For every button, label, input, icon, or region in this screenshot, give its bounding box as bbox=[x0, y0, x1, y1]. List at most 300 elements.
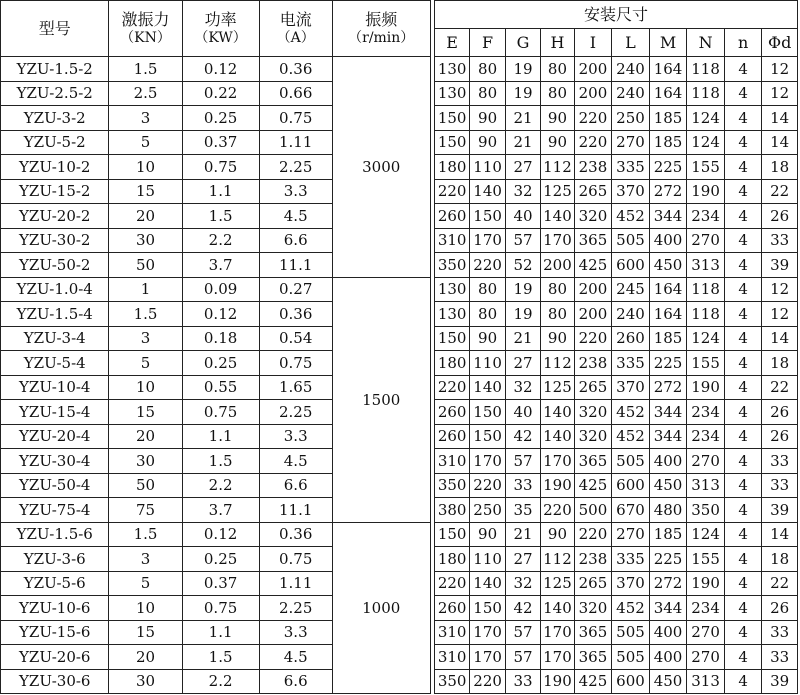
dimension-cell: 220 bbox=[434, 571, 469, 596]
dimension-cell: 4 bbox=[724, 155, 762, 180]
dimension-cell: 90 bbox=[541, 130, 574, 155]
dimension-cell: 40 bbox=[505, 400, 540, 425]
value-cell: 0.12 bbox=[182, 522, 259, 547]
dimension-cell: 4 bbox=[724, 106, 762, 131]
dimension-cell: 400 bbox=[649, 228, 687, 253]
model-cell: YZU-1.5-2 bbox=[1, 57, 109, 82]
dimension-cell: 19 bbox=[505, 277, 540, 302]
dimension-cell: 480 bbox=[649, 498, 687, 523]
dimension-cell: 245 bbox=[612, 277, 650, 302]
model-cell: YZU-50-2 bbox=[1, 253, 109, 278]
dimension-cell: 26 bbox=[762, 424, 798, 449]
dimension-cell: 12 bbox=[762, 302, 798, 327]
value-cell: 6.6 bbox=[259, 228, 332, 253]
dimension-cell: 42 bbox=[505, 424, 540, 449]
dimension-cell: 365 bbox=[574, 645, 612, 670]
value-cell: 0.75 bbox=[182, 155, 259, 180]
value-cell: 0.09 bbox=[182, 277, 259, 302]
dimension-cell: 33 bbox=[762, 620, 798, 645]
dimension-cell: 320 bbox=[574, 204, 612, 229]
dimension-cell: 12 bbox=[762, 57, 798, 82]
dimension-cell: 80 bbox=[541, 57, 574, 82]
model-cell: YZU-15-4 bbox=[1, 400, 109, 425]
value-cell: 2.25 bbox=[259, 400, 332, 425]
value-cell: 0.12 bbox=[182, 302, 259, 327]
dimension-cell: 164 bbox=[649, 302, 687, 327]
dimension-cell: 124 bbox=[687, 130, 725, 155]
dimension-cell: 370 bbox=[612, 179, 650, 204]
value-cell: 2.2 bbox=[182, 669, 259, 694]
dimension-cell: 155 bbox=[687, 547, 725, 572]
dimension-cell: 140 bbox=[470, 179, 505, 204]
value-cell: 1 bbox=[109, 277, 182, 302]
dimension-cell: 170 bbox=[541, 228, 574, 253]
dimension-cell: 14 bbox=[762, 106, 798, 131]
value-cell: 1.5 bbox=[182, 645, 259, 670]
value-cell: 0.36 bbox=[259, 522, 332, 547]
value-cell: 20 bbox=[109, 645, 182, 670]
dimension-cell: 225 bbox=[649, 351, 687, 376]
model-cell: YZU-5-2 bbox=[1, 130, 109, 155]
value-cell: 20 bbox=[109, 204, 182, 229]
dimension-cell: 272 bbox=[649, 571, 687, 596]
dimension-cell: 21 bbox=[505, 326, 540, 351]
dimension-cell: 350 bbox=[687, 498, 725, 523]
dimension-cell: 600 bbox=[612, 473, 650, 498]
dimension-cell: 170 bbox=[541, 620, 574, 645]
dimension-cell: 125 bbox=[541, 375, 574, 400]
value-cell: 6.6 bbox=[259, 669, 332, 694]
dimension-cell: 27 bbox=[505, 547, 540, 572]
value-cell: 30 bbox=[109, 669, 182, 694]
dimension-cell: 12 bbox=[762, 81, 798, 106]
dimension-cell: 452 bbox=[612, 204, 650, 229]
dimension-cell: 310 bbox=[434, 620, 469, 645]
dimension-cell: 320 bbox=[574, 400, 612, 425]
dimension-cell: 18 bbox=[762, 155, 798, 180]
header-dim-8: n bbox=[724, 29, 762, 57]
header-dim-6: M bbox=[649, 29, 687, 57]
value-cell: 0.37 bbox=[182, 571, 259, 596]
header-current: 电流 （A） bbox=[259, 1, 332, 57]
dimension-cell: 4 bbox=[724, 277, 762, 302]
model-cell: YZU-20-6 bbox=[1, 645, 109, 670]
dimension-cell: 150 bbox=[470, 400, 505, 425]
model-cell: YZU-30-2 bbox=[1, 228, 109, 253]
dimension-cell: 18 bbox=[762, 351, 798, 376]
dimension-cell: 21 bbox=[505, 106, 540, 131]
dimension-cell: 220 bbox=[574, 106, 612, 131]
dimension-cell: 190 bbox=[687, 375, 725, 400]
value-cell: 0.66 bbox=[259, 81, 332, 106]
dimension-cell: 164 bbox=[649, 81, 687, 106]
dimension-cell: 140 bbox=[541, 204, 574, 229]
value-cell: 0.36 bbox=[259, 57, 332, 82]
dimension-cell: 150 bbox=[470, 424, 505, 449]
header-dim-4: I bbox=[574, 29, 612, 57]
value-cell: 0.75 bbox=[259, 351, 332, 376]
dimension-cell: 90 bbox=[541, 326, 574, 351]
dimension-cell: 90 bbox=[470, 106, 505, 131]
dimension-cell: 19 bbox=[505, 81, 540, 106]
value-cell: 15 bbox=[109, 179, 182, 204]
value-cell: 20 bbox=[109, 424, 182, 449]
dimension-cell: 238 bbox=[574, 155, 612, 180]
model-cell: YZU-10-2 bbox=[1, 155, 109, 180]
dimension-cell: 260 bbox=[434, 400, 469, 425]
dimension-cell: 505 bbox=[612, 228, 650, 253]
dimension-cell: 19 bbox=[505, 57, 540, 82]
header-force: 激振力 （KN） bbox=[109, 1, 182, 57]
value-cell: 3 bbox=[109, 326, 182, 351]
dimension-cell: 220 bbox=[541, 498, 574, 523]
dimension-cell: 35 bbox=[505, 498, 540, 523]
dimension-cell: 260 bbox=[434, 424, 469, 449]
dimension-cell: 4 bbox=[724, 547, 762, 572]
dimension-cell: 170 bbox=[470, 228, 505, 253]
header-dim-3: H bbox=[541, 29, 574, 57]
dimension-cell: 450 bbox=[649, 669, 687, 694]
dimension-cell: 14 bbox=[762, 326, 798, 351]
dimension-cell: 140 bbox=[541, 424, 574, 449]
dimension-cell: 500 bbox=[574, 498, 612, 523]
dimension-cell: 4 bbox=[724, 57, 762, 82]
value-cell: 2.2 bbox=[182, 473, 259, 498]
dimension-cell: 110 bbox=[470, 155, 505, 180]
dimension-cell: 22 bbox=[762, 179, 798, 204]
dimension-cell: 272 bbox=[649, 375, 687, 400]
value-cell: 0.55 bbox=[182, 375, 259, 400]
dimension-cell: 130 bbox=[434, 57, 469, 82]
dimension-cell: 400 bbox=[649, 645, 687, 670]
value-cell: 30 bbox=[109, 449, 182, 474]
dimension-cell: 200 bbox=[541, 253, 574, 278]
dimension-cell: 4 bbox=[724, 424, 762, 449]
dimension-cell: 272 bbox=[649, 179, 687, 204]
dimension-cell: 313 bbox=[687, 253, 725, 278]
dimension-cell: 185 bbox=[649, 522, 687, 547]
table-row bbox=[1, 57, 798, 82]
model-cell: YZU-10-6 bbox=[1, 596, 109, 621]
dimension-cell: 220 bbox=[470, 253, 505, 278]
value-cell: 0.12 bbox=[182, 57, 259, 82]
value-cell: 11.1 bbox=[259, 253, 332, 278]
header-power: 功率 （KW） bbox=[182, 1, 259, 57]
header-install-dimensions: 安装尺寸 bbox=[434, 1, 797, 29]
dimension-cell: 265 bbox=[574, 375, 612, 400]
dimension-cell: 250 bbox=[612, 106, 650, 131]
value-cell: 0.25 bbox=[182, 106, 259, 131]
dimension-cell: 505 bbox=[612, 645, 650, 670]
dimension-cell: 4 bbox=[724, 253, 762, 278]
dimension-cell: 150 bbox=[434, 106, 469, 131]
dimension-cell: 80 bbox=[470, 81, 505, 106]
dimension-cell: 270 bbox=[687, 645, 725, 670]
dimension-cell: 450 bbox=[649, 473, 687, 498]
value-cell: 2.25 bbox=[259, 596, 332, 621]
value-cell: 1.1 bbox=[182, 424, 259, 449]
dimension-cell: 344 bbox=[649, 204, 687, 229]
dimension-cell: 270 bbox=[612, 522, 650, 547]
model-cell: YZU-5-6 bbox=[1, 571, 109, 596]
dimension-cell: 4 bbox=[724, 204, 762, 229]
value-cell: 30 bbox=[109, 228, 182, 253]
dimension-cell: 112 bbox=[541, 547, 574, 572]
dimension-cell: 140 bbox=[541, 400, 574, 425]
dimension-cell: 33 bbox=[762, 645, 798, 670]
dimension-cell: 170 bbox=[470, 620, 505, 645]
dimension-cell: 90 bbox=[470, 522, 505, 547]
dimension-cell: 140 bbox=[470, 571, 505, 596]
dimension-cell: 80 bbox=[541, 81, 574, 106]
dimension-cell: 32 bbox=[505, 375, 540, 400]
table-row bbox=[1, 277, 798, 302]
dimension-cell: 27 bbox=[505, 155, 540, 180]
dimension-cell: 365 bbox=[574, 228, 612, 253]
dimension-cell: 505 bbox=[612, 620, 650, 645]
value-cell: 3.3 bbox=[259, 179, 332, 204]
dimension-cell: 185 bbox=[649, 130, 687, 155]
dimension-cell: 40 bbox=[505, 204, 540, 229]
model-cell: YZU-3-4 bbox=[1, 326, 109, 351]
dimension-cell: 260 bbox=[434, 596, 469, 621]
dimension-cell: 39 bbox=[762, 253, 798, 278]
model-cell: YZU-50-4 bbox=[1, 473, 109, 498]
dimension-cell: 4 bbox=[724, 179, 762, 204]
dimension-cell: 200 bbox=[574, 81, 612, 106]
dimension-cell: 150 bbox=[434, 522, 469, 547]
model-cell: YZU-30-6 bbox=[1, 669, 109, 694]
value-cell: 1.1 bbox=[182, 179, 259, 204]
value-cell: 0.22 bbox=[182, 81, 259, 106]
dimension-cell: 365 bbox=[574, 620, 612, 645]
dimension-cell: 365 bbox=[574, 449, 612, 474]
value-cell: 3.7 bbox=[182, 498, 259, 523]
dimension-cell: 220 bbox=[574, 326, 612, 351]
dimension-cell: 4 bbox=[724, 571, 762, 596]
dimension-cell: 33 bbox=[762, 449, 798, 474]
dimension-cell: 4 bbox=[724, 473, 762, 498]
dimension-cell: 400 bbox=[649, 620, 687, 645]
value-cell: 0.54 bbox=[259, 326, 332, 351]
dimension-cell: 185 bbox=[649, 106, 687, 131]
value-cell: 0.75 bbox=[182, 400, 259, 425]
dimension-cell: 170 bbox=[541, 449, 574, 474]
dimension-cell: 350 bbox=[434, 253, 469, 278]
value-cell: 4.5 bbox=[259, 204, 332, 229]
value-cell: 0.37 bbox=[182, 130, 259, 155]
dimension-cell: 450 bbox=[649, 253, 687, 278]
dimension-cell: 200 bbox=[574, 302, 612, 327]
dimension-cell: 4 bbox=[724, 326, 762, 351]
dimension-cell: 42 bbox=[505, 596, 540, 621]
value-cell: 5 bbox=[109, 571, 182, 596]
dimension-cell: 57 bbox=[505, 645, 540, 670]
header-dim-0: E bbox=[434, 29, 469, 57]
dimension-cell: 118 bbox=[687, 302, 725, 327]
dimension-cell: 190 bbox=[541, 669, 574, 694]
dimension-cell: 150 bbox=[470, 596, 505, 621]
dimension-cell: 600 bbox=[612, 253, 650, 278]
dimension-cell: 39 bbox=[762, 498, 798, 523]
model-cell: YZU-1.5-4 bbox=[1, 302, 109, 327]
dimension-cell: 26 bbox=[762, 204, 798, 229]
value-cell: 50 bbox=[109, 253, 182, 278]
value-cell: 1.5 bbox=[109, 522, 182, 547]
dimension-cell: 155 bbox=[687, 351, 725, 376]
model-cell: YZU-15-2 bbox=[1, 179, 109, 204]
dimension-cell: 27 bbox=[505, 351, 540, 376]
value-cell: 11.1 bbox=[259, 498, 332, 523]
value-cell: 1.5 bbox=[182, 449, 259, 474]
dimension-cell: 33 bbox=[505, 473, 540, 498]
dimension-cell: 57 bbox=[505, 620, 540, 645]
dimension-cell: 39 bbox=[762, 669, 798, 694]
value-cell: 3.3 bbox=[259, 424, 332, 449]
model-cell: YZU-2.5-2 bbox=[1, 81, 109, 106]
frequency-cell: 1000 bbox=[332, 522, 430, 694]
dimension-cell: 124 bbox=[687, 326, 725, 351]
dimension-cell: 19 bbox=[505, 302, 540, 327]
dimension-cell: 12 bbox=[762, 277, 798, 302]
dimension-cell: 4 bbox=[724, 302, 762, 327]
dimension-cell: 380 bbox=[434, 498, 469, 523]
spec-table-body bbox=[1, 57, 798, 694]
dimension-cell: 240 bbox=[612, 57, 650, 82]
dimension-cell: 4 bbox=[724, 130, 762, 155]
dimension-cell: 140 bbox=[541, 596, 574, 621]
dimension-cell: 4 bbox=[724, 375, 762, 400]
value-cell: 10 bbox=[109, 155, 182, 180]
dimension-cell: 80 bbox=[470, 57, 505, 82]
dimension-cell: 130 bbox=[434, 302, 469, 327]
dimension-cell: 4 bbox=[724, 81, 762, 106]
dimension-cell: 265 bbox=[574, 179, 612, 204]
value-cell: 1.11 bbox=[259, 571, 332, 596]
value-cell: 6.6 bbox=[259, 473, 332, 498]
value-cell: 75 bbox=[109, 498, 182, 523]
dimension-cell: 4 bbox=[724, 645, 762, 670]
header-dim-7: N bbox=[687, 29, 725, 57]
dimension-cell: 4 bbox=[724, 669, 762, 694]
dimension-cell: 370 bbox=[612, 571, 650, 596]
header-row-top bbox=[1, 1, 798, 29]
dimension-cell: 370 bbox=[612, 375, 650, 400]
dimension-cell: 52 bbox=[505, 253, 540, 278]
model-cell: YZU-5-4 bbox=[1, 351, 109, 376]
dimension-cell: 112 bbox=[541, 351, 574, 376]
dimension-cell: 90 bbox=[470, 326, 505, 351]
dimension-cell: 270 bbox=[612, 130, 650, 155]
dimension-cell: 4 bbox=[724, 228, 762, 253]
dimension-cell: 32 bbox=[505, 179, 540, 204]
model-cell: YZU-15-6 bbox=[1, 620, 109, 645]
dimension-cell: 238 bbox=[574, 351, 612, 376]
dimension-cell: 220 bbox=[470, 473, 505, 498]
dimension-cell: 32 bbox=[505, 571, 540, 596]
header-dim-9: Φd bbox=[762, 29, 798, 57]
dimension-cell: 110 bbox=[470, 547, 505, 572]
dimension-cell: 180 bbox=[434, 155, 469, 180]
value-cell: 1.5 bbox=[109, 302, 182, 327]
dimension-cell: 234 bbox=[687, 400, 725, 425]
dimension-cell: 90 bbox=[541, 522, 574, 547]
header-model: 型号 bbox=[1, 1, 109, 57]
dimension-cell: 140 bbox=[470, 375, 505, 400]
dimension-cell: 452 bbox=[612, 596, 650, 621]
dimension-cell: 150 bbox=[434, 130, 469, 155]
dimension-cell: 313 bbox=[687, 669, 725, 694]
dimension-cell: 80 bbox=[470, 277, 505, 302]
dimension-cell: 80 bbox=[541, 302, 574, 327]
header-frequency: 振频 （r/min） bbox=[332, 1, 430, 57]
value-cell: 2.2 bbox=[182, 228, 259, 253]
dimension-cell: 234 bbox=[687, 596, 725, 621]
value-cell: 15 bbox=[109, 400, 182, 425]
dimension-cell: 124 bbox=[687, 106, 725, 131]
dimension-cell: 33 bbox=[505, 669, 540, 694]
dimension-cell: 335 bbox=[612, 155, 650, 180]
model-cell: YZU-20-2 bbox=[1, 204, 109, 229]
dimension-cell: 4 bbox=[724, 522, 762, 547]
dimension-cell: 220 bbox=[470, 669, 505, 694]
dimension-cell: 180 bbox=[434, 547, 469, 572]
value-cell: 1.65 bbox=[259, 375, 332, 400]
value-cell: 4.5 bbox=[259, 449, 332, 474]
value-cell: 3 bbox=[109, 106, 182, 131]
dimension-cell: 190 bbox=[541, 473, 574, 498]
dimension-cell: 265 bbox=[574, 571, 612, 596]
header-dim-5: L bbox=[612, 29, 650, 57]
dimension-cell: 4 bbox=[724, 620, 762, 645]
model-cell: YZU-30-4 bbox=[1, 449, 109, 474]
dimension-cell: 310 bbox=[434, 645, 469, 670]
dimension-cell: 164 bbox=[649, 57, 687, 82]
dimension-cell: 310 bbox=[434, 228, 469, 253]
dimension-cell: 112 bbox=[541, 155, 574, 180]
dimension-cell: 80 bbox=[470, 302, 505, 327]
dimension-cell: 270 bbox=[687, 620, 725, 645]
value-cell: 1.1 bbox=[182, 620, 259, 645]
dimension-cell: 350 bbox=[434, 669, 469, 694]
dimension-cell: 130 bbox=[434, 277, 469, 302]
dimension-cell: 14 bbox=[762, 130, 798, 155]
dimension-cell: 4 bbox=[724, 498, 762, 523]
dimension-cell: 220 bbox=[434, 179, 469, 204]
dimension-cell: 234 bbox=[687, 424, 725, 449]
dimension-cell: 4 bbox=[724, 351, 762, 376]
dimension-cell: 240 bbox=[612, 302, 650, 327]
dimension-cell: 425 bbox=[574, 473, 612, 498]
dimension-cell: 170 bbox=[541, 645, 574, 670]
dimension-cell: 150 bbox=[470, 204, 505, 229]
value-cell: 1.5 bbox=[109, 57, 182, 82]
dimension-cell: 21 bbox=[505, 522, 540, 547]
dimension-cell: 14 bbox=[762, 522, 798, 547]
dimension-cell: 164 bbox=[649, 277, 687, 302]
dimension-cell: 425 bbox=[574, 253, 612, 278]
value-cell: 0.25 bbox=[182, 351, 259, 376]
value-cell: 4.5 bbox=[259, 645, 332, 670]
dimension-cell: 4 bbox=[724, 596, 762, 621]
dimension-cell: 310 bbox=[434, 449, 469, 474]
dimension-cell: 425 bbox=[574, 669, 612, 694]
dimension-cell: 220 bbox=[574, 130, 612, 155]
dimension-cell: 225 bbox=[649, 547, 687, 572]
dimension-cell: 130 bbox=[434, 81, 469, 106]
value-cell: 10 bbox=[109, 375, 182, 400]
dimension-cell: 270 bbox=[687, 228, 725, 253]
